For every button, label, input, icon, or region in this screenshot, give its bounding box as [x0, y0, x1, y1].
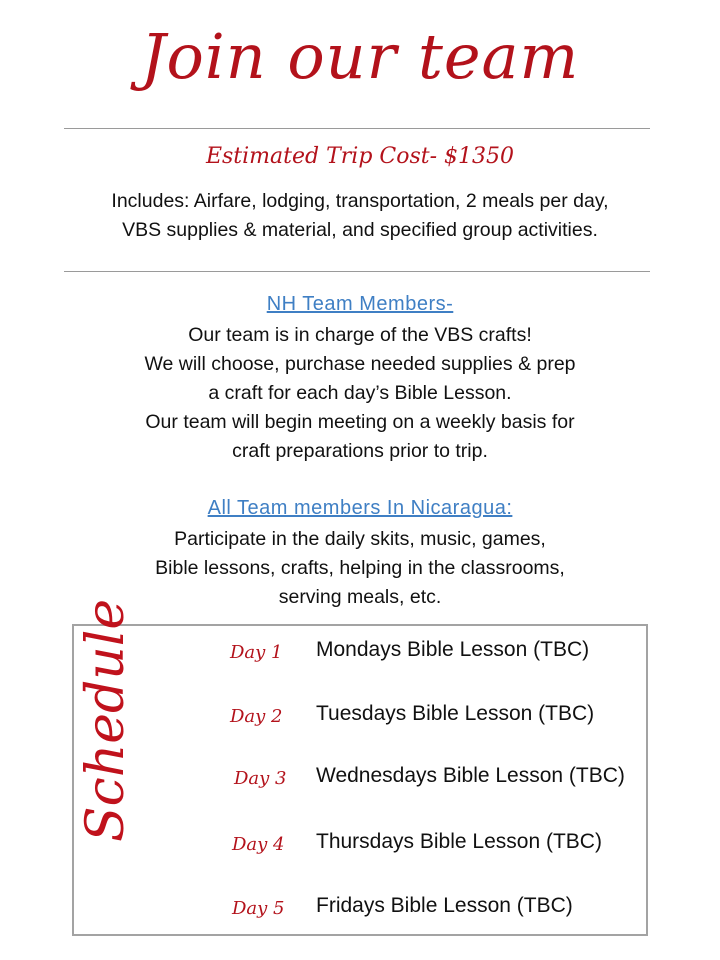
lesson-text: Fridays Bible Lesson (TBC): [316, 894, 573, 917]
day-label: Day 4: [232, 834, 285, 855]
schedule-row: [74, 636, 650, 672]
schedule-row: [74, 762, 650, 798]
lesson-text: Mondays Bible Lesson (TBC): [316, 638, 590, 661]
lesson-text: Tuesdays Bible Lesson (TBC): [316, 702, 595, 725]
includes-line: VBS supplies & material, and specified group activities.: [122, 219, 598, 241]
day-label: Day 2: [230, 706, 283, 727]
nicaragua-line: Bible lessons, crafts, helping in the classrooms,: [155, 557, 565, 579]
schedule-box: [72, 598, 648, 936]
schedule-row: [74, 892, 650, 928]
nh-line: Our team is in charge of the VBS crafts!: [188, 324, 532, 346]
nicaragua-team-heading: All Team members In Nicaragua:: [207, 497, 513, 519]
divider-middle: [64, 271, 650, 272]
nh-line: We will choose, purchase needed supplies & prep: [144, 353, 576, 375]
nh-line: a craft for each day’s Bible Lesson.: [208, 382, 512, 404]
schedule-row: [74, 700, 650, 736]
includes-text: [0, 187, 720, 245]
day-label: Day 1: [230, 642, 283, 663]
trip-cost: Estimated Trip Cost- $1350: [205, 144, 515, 169]
nh-line: craft preparations prior to trip.: [232, 440, 488, 462]
includes-line: Includes: Airfare, lodging, transportation, 2 meals per day,: [111, 190, 609, 212]
nicaragua-line: serving meals, etc.: [278, 586, 442, 608]
schedule-row: [74, 828, 650, 864]
day-label: Day 3: [234, 768, 287, 789]
lesson-text: Wednesdays Bible Lesson (TBC): [316, 764, 625, 787]
nicaragua-line: Participate in the daily skits, music, games,: [174, 528, 546, 550]
lesson-text: Thursdays Bible Lesson (TBC): [316, 830, 602, 853]
nh-team-text: [0, 321, 720, 466]
page-title: Join our team: [140, 20, 580, 93]
divider-top: [64, 128, 650, 129]
nh-line: Our team will begin meeting on a weekly basis for: [145, 411, 575, 433]
nh-team-heading: NH Team Members-: [266, 293, 454, 315]
schedule-label: Schedule: [76, 598, 136, 842]
day-label: Day 5: [232, 898, 285, 919]
